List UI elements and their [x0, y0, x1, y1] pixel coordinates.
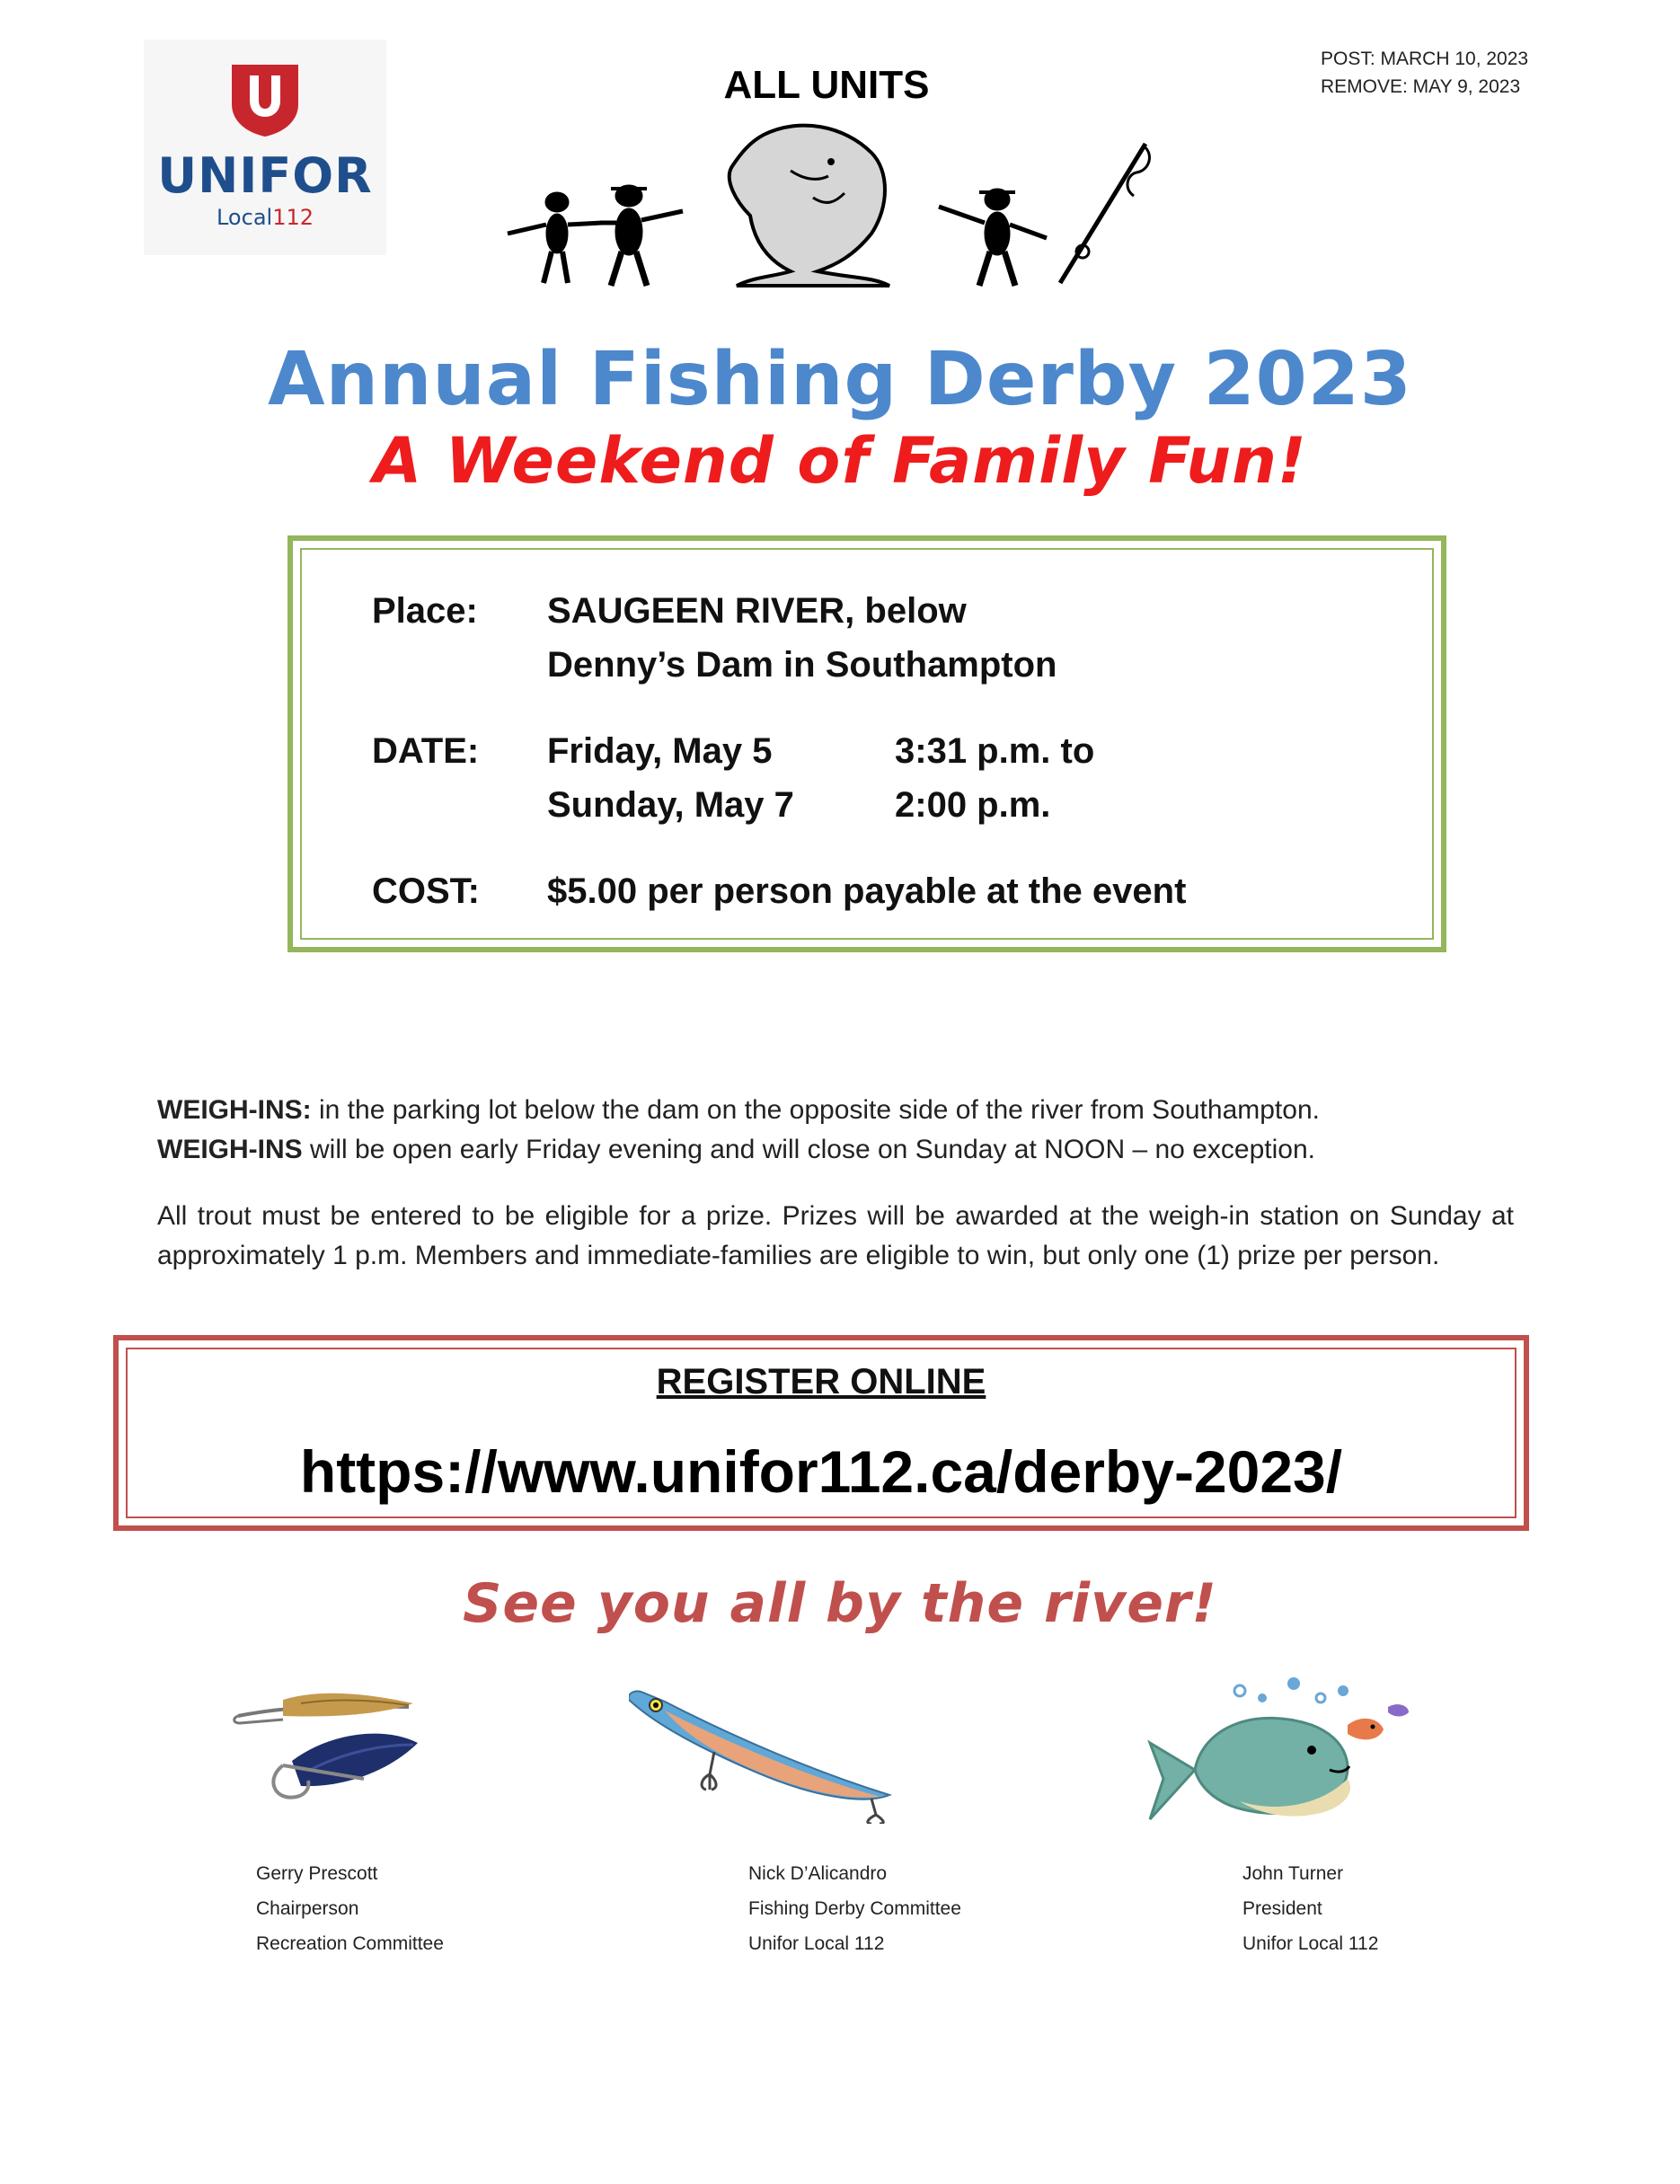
weigh-ins-paragraph — [157, 1091, 1514, 1170]
closing-line: See you all by the river! — [463, 1572, 1217, 1635]
start-day: Friday, May 5 — [547, 731, 773, 771]
event-details-box — [287, 535, 1446, 952]
signer-name: Nick D’Alicandro — [748, 1863, 888, 1884]
page-subtitle: A Weekend of Family Fun! — [373, 424, 1307, 498]
register-link[interactable]: https://www.unifor112.ca/derby-2023/ — [299, 1438, 1343, 1505]
page-title: Annual Fishing Derby 2023 — [268, 337, 1412, 422]
fish-icon — [729, 126, 889, 286]
signer-role: Fishing Derby Committee — [748, 1898, 961, 1919]
all-units-heading: ALL UNITS — [723, 63, 930, 107]
place-line-2: Denny’s Dam in Southampton — [547, 645, 1057, 685]
signer-name: Gerry Prescott — [256, 1863, 378, 1884]
end-time: 2:00 p.m. — [895, 785, 1051, 825]
person-icon — [508, 192, 602, 283]
logo-local: Local112 — [216, 205, 314, 230]
register-heading: REGISTER ONLINE — [656, 1362, 986, 1401]
signature-block-2 — [748, 1856, 961, 1961]
signature-block-1 — [256, 1856, 444, 1961]
remove-date: REMOVE: MAY 9, 2023 — [1321, 76, 1521, 97]
place-line-1: SAUGEEN RIVER, below — [547, 591, 967, 631]
weigh-ins-line-1: WEIGH-INS: in the parking lot below the dam on the opposite side of the river from Southampton. — [157, 1095, 1320, 1125]
cost-label: COST: — [372, 871, 480, 911]
fishing-people-illustration — [494, 117, 1159, 287]
date-label: DATE: — [372, 731, 480, 771]
post-date: POST: MARCH 10, 2023 — [1321, 49, 1529, 69]
signer-role: President — [1242, 1898, 1322, 1919]
person-icon — [600, 185, 683, 286]
signer-org: Unifor Local 112 — [1242, 1933, 1379, 1954]
fly-lure-icon — [229, 1680, 436, 1806]
person-icon — [939, 189, 1047, 286]
end-day: Sunday, May 7 — [547, 785, 794, 825]
weigh-ins-line-2: WEIGH-INS will be open early Friday evening and will close on Sunday at NOON – no exception. — [157, 1135, 1315, 1164]
signer-name: John Turner — [1242, 1863, 1344, 1884]
signer-org: Unifor Local 112 — [748, 1933, 885, 1954]
cartoon-fish-icon — [1141, 1671, 1428, 1833]
signer-org: Recreation Committee — [256, 1933, 444, 1954]
start-time: 3:31 p.m. to — [895, 731, 1095, 771]
fishing-rod-icon — [1060, 144, 1149, 283]
signature-block-3 — [1242, 1856, 1378, 1961]
prizes-paragraph: All trout must be entered to be eligible for a prize. Prizes will be awarded at the weigh-in station on Sunday at approximately 1 p.m. Members and immediate-families are eligible to win, but only one (1) prize per person. — [157, 1201, 1514, 1270]
place-label: Place: — [372, 591, 478, 631]
signer-role: Chairperson — [256, 1898, 359, 1919]
minnow-lure-icon — [629, 1689, 898, 1824]
cost-value: $5.00 per person payable at the event — [547, 871, 1187, 911]
logo-wordmark: UNIFOR — [157, 147, 373, 204]
